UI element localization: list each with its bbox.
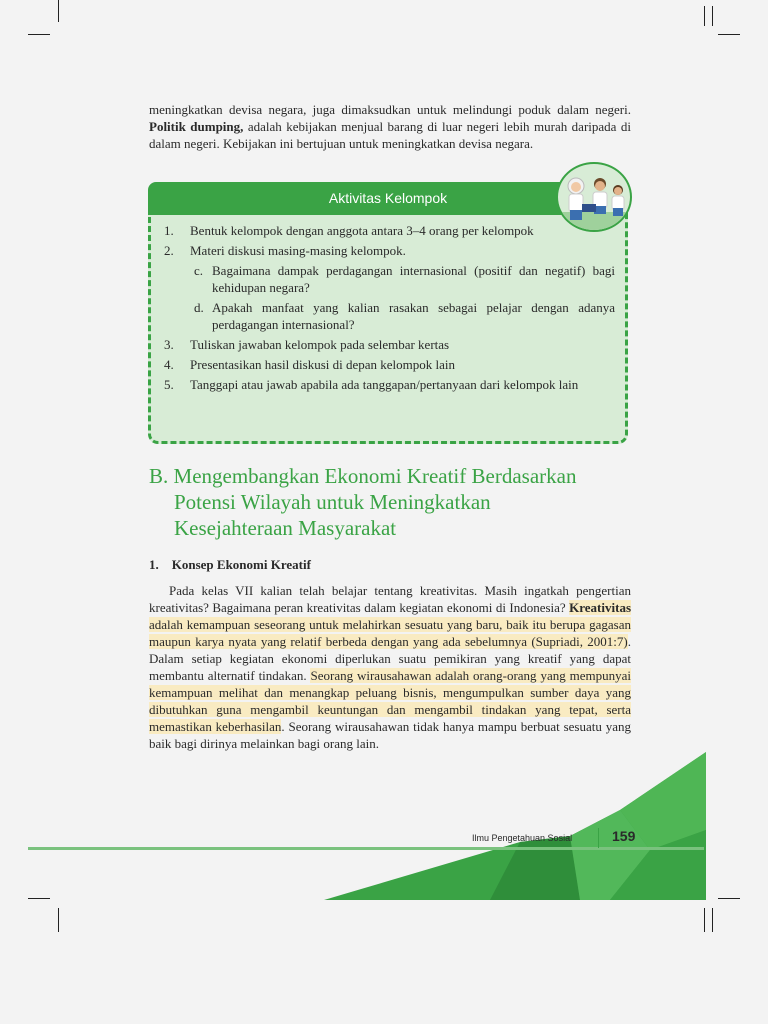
crop-mark-bottom-right-h — [718, 898, 740, 899]
crop-mark-top-left-h — [28, 34, 50, 35]
activity-item-text: Presentasikan hasil diskusi di depan kelompok lain — [190, 357, 456, 372]
activity-item-text: Tanggapi atau jawab apabila ada tanggapan/pertanyaan dari kelompok lain — [190, 377, 579, 392]
crop-mark-top-right-v — [704, 6, 705, 26]
subsection-heading — [149, 557, 311, 573]
section-heading — [149, 463, 639, 541]
activity-subitem-num: c. — [194, 263, 204, 278]
body-text-2: . Dalam setiap kegiatan ekonomi diperlukan suatu pemikiran yang kreatif yang dapat membantu alternatif tindakan. — [149, 634, 631, 683]
activity-item-text: Materi diskusi masing-masing kelompok. — [190, 243, 406, 258]
intro-text-before: meningkatkan devisa negara, juga dimaksudkan untuk melindungi poduk dalam negeri. — [149, 102, 631, 117]
crop-mark-bottom-left-h — [28, 898, 50, 899]
section-title-line1: Mengembangkan Ekonomi Kreatif Berdasarkan — [173, 464, 577, 488]
crop-mark-bottom-right-v2 — [712, 908, 713, 932]
footer-book-title: Ilmu Pengetahuan Sosial — [472, 833, 573, 843]
body-text-1: Pada kelas VII kalian telah belajar tentang kreativitas. Masih ingatkah pengertian kreativitas? Bagaimana peran kreativitas dalam kegiatan ekonomi di Indonesia? — [149, 583, 631, 615]
activity-item-num: 2. — [164, 243, 174, 258]
activity-item — [160, 222, 615, 239]
body-text-3: . Seorang wirausahawan tidak hanya mampu berbuat sesuatu yang baik bagi dirinya melainkan bagi orang lain. — [149, 719, 631, 751]
decorative-green-shapes — [320, 750, 710, 902]
crop-mark-bottom-right-v — [704, 908, 705, 932]
activity-item-num: 4. — [164, 357, 174, 372]
activity-subitem — [160, 262, 615, 296]
crop-mark-bottom-left-v — [58, 908, 59, 932]
footer-separator — [598, 828, 599, 848]
activity-item — [160, 376, 615, 393]
activity-subitem — [160, 299, 615, 333]
body-paragraph — [149, 582, 631, 752]
crop-mark-top-left-v — [58, 0, 59, 22]
activity-subitem-text: Bagaimana dampak perdagangan internasional (positif dan negatif) bagi kehidupan negara? — [212, 263, 615, 295]
activity-item-text: Bentuk kelompok dengan anggota antara 3–4 orang per kelompok — [190, 223, 534, 238]
section-title-line3: Kesejahteraan Masyarakat — [174, 516, 397, 540]
crop-mark-top-right-h — [718, 34, 740, 35]
section-title-line2: Potensi Wilayah untuk Meningkatkan — [174, 490, 491, 514]
crop-mark-top-right-v2 — [712, 6, 713, 26]
subsection-title: Konsep Ekonomi Kreatif — [171, 557, 311, 572]
activity-item-text: Tuliskan jawaban kelompok pada selembar kertas — [190, 337, 450, 352]
page-number: 159 — [612, 828, 636, 844]
activity-item-num: 3. — [164, 337, 174, 352]
intro-text-after: adalah kebijakan menjual barang di luar negeri lebih murah daripada di dalam negeri. Kebijakan ini bertujuan untuk meningkatkan devisa negara. — [149, 119, 631, 151]
term-kreativitas: Kreativitas — [569, 600, 631, 615]
footer-line — [28, 847, 704, 850]
definition-creativity: adalah kemampuan seseorang untuk melahirkan sesuatu yang baru, baik itu berupa gagasan maupun karya nyata yang relatif berbeda dengan yang ada sebelumnya (Supriadi, 2001:7) — [149, 617, 631, 649]
activity-item — [160, 242, 615, 259]
activity-list — [160, 222, 615, 396]
activity-item-num: 1. — [164, 223, 174, 238]
activity-subitem-text: Apakah manfaat yang kalian rasakan sebagai pelajar dengan adanya perdagangan internasional? — [212, 300, 615, 332]
activity-item — [160, 336, 615, 353]
section-letter: B. — [149, 464, 169, 488]
subsection-num: 1. — [149, 557, 159, 572]
activity-title: Aktivitas Kelompok — [148, 182, 628, 215]
intro-bold-term: Politik dumping, — [149, 119, 244, 134]
activity-item — [160, 356, 615, 373]
activity-subitem-num: d. — [194, 300, 204, 315]
highlight-definition-entrepreneur: Seorang wirausahawan adalah orang-orang yang mempunyai kemampuan melihat dan menangkap peluang bisnis, mengumpulkan sumber daya yang dibutuhkan guna mengambil keuntungan dan mengambil tindakan yang tepat, serta memastikan keberhasilan — [149, 668, 631, 734]
intro-paragraph — [149, 101, 631, 152]
activity-item-num: 5. — [164, 377, 174, 392]
